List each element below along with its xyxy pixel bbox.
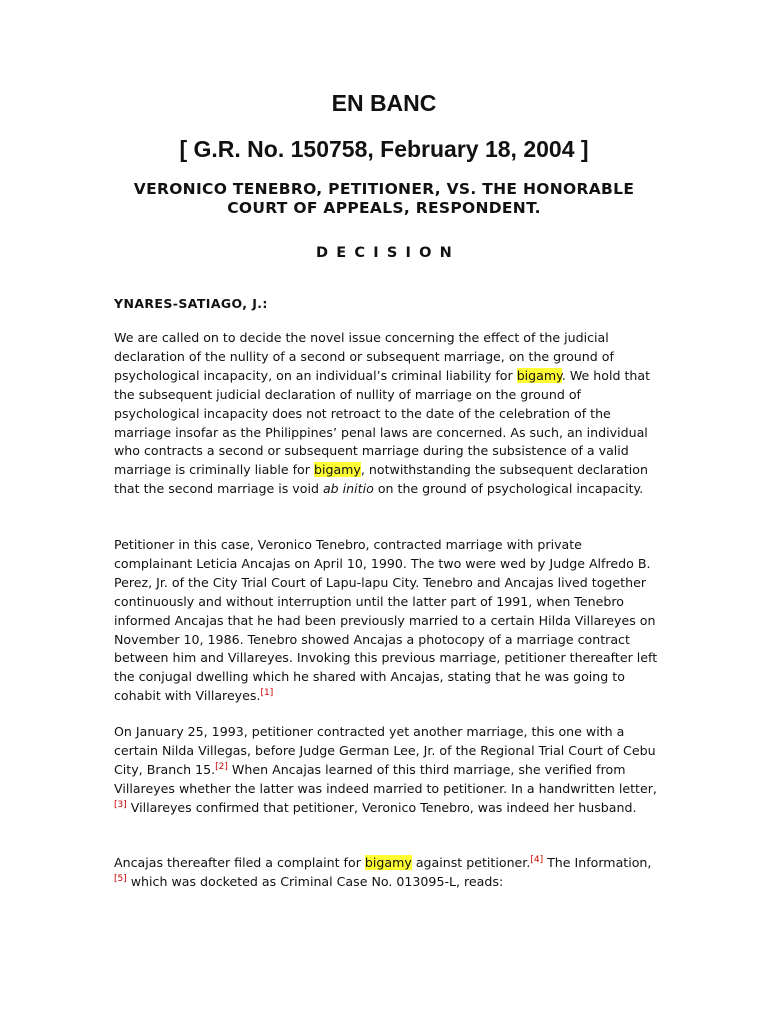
search-highlight: bigamy [516,367,562,383]
footnote-link[interactable]: [2] [215,761,228,772]
text-run: on the ground of psychological incapacity. [373,481,644,497]
text-run: The Information, [543,855,652,870]
parties-line-2: COURT OF APPEALS, RESPONDENT. [227,199,541,217]
paragraph-3 [114,723,659,818]
text-run: . We hold that the subsequent judicial declaration of nullity of marriage on the ground of psychological incapacity does not retroact to the date of the celebration of the marriage insofar as the Philippines’ penal laws are concerned. As such, an individual who contracts a second or subsequent marriage during the subsistence of a valid marriage is criminally liable for [114,367,651,478]
paragraph-4 [114,854,659,892]
document-type-heading: DECISION [316,245,460,261]
text-run: against petitioner. [411,855,531,870]
text-run: , notwithstanding the subsequent declaration that the second marriage is void [114,462,648,497]
case-number-heading: [ G.R. No. 150758, February 18, 2004 ] [179,136,589,162]
text-run: On January 25, 1993, petitioner contracted yet another marriage, this one with a certain Nilda Villegas, before Judge German Lee, Jr. of the Regional Trial Court of Cebu City, Branch 15. [114,724,656,777]
court-division-heading: EN BANC [331,90,437,116]
text-run: which was docketed as Criminal Case No. 013095-L, reads: [126,873,504,889]
parties-line-1: VERONICO TENEBRO, PETITIONER, VS. THE HONORABLE [133,180,635,198]
search-highlight: bigamy [364,855,412,870]
footnote-link[interactable]: [5] [114,873,127,884]
text-run: Ancajas thereafter filed a complaint for [114,855,365,870]
latin-phrase: ab initio [322,481,374,497]
footnote-link[interactable]: [3] [114,799,127,810]
parties-heading [0,180,768,218]
footnote-link[interactable]: [4] [530,855,544,865]
text-run: When Ancajas learned of this third marriage, she verified from Villareyes whether the latter was indeed married to petitioner. In a handwritten letter, [114,761,657,796]
ponente-line: YNARES-SATIAGO, J.: [114,296,268,311]
text-run: Petitioner in this case, Veronico Tenebro, contracted marriage with private complainant Leticia Ancajas on April 10, 1990. The two were wed by Judge Alfredo B. Perez, Jr. of the City Trial Court of Lapu-lapu City. Tenebro and Ancajas lived together continuously and without interruption until the latter part of 1991, when Tenebro informed Ancajas that he had been previously married to a certain Hilda Villareyes on November 10, 1986. Tenebro showed Ancajas a photocopy of a marriage contract between him and Villareyes. Invoking this previous marriage, petitioner thereafter left the conjugal dwelling which he shared with Ancajas, stating that he was going to cohabit with Villareyes. [114,537,658,704]
paragraph-1 [114,329,659,499]
paragraph-2 [114,536,659,706]
search-highlight: bigamy [313,462,361,478]
text-run: Villareyes confirmed that petitioner, Veronico Tenebro, was indeed her husband. [126,799,637,815]
text-run: We are called on to decide the novel issue concerning the effect of the judicial declaration of the nullity of a second or subsequent marriage, on the ground of psychological incapacity, on an individual’s criminal liability for [114,330,614,383]
footnote-link[interactable]: [1] [260,688,274,699]
